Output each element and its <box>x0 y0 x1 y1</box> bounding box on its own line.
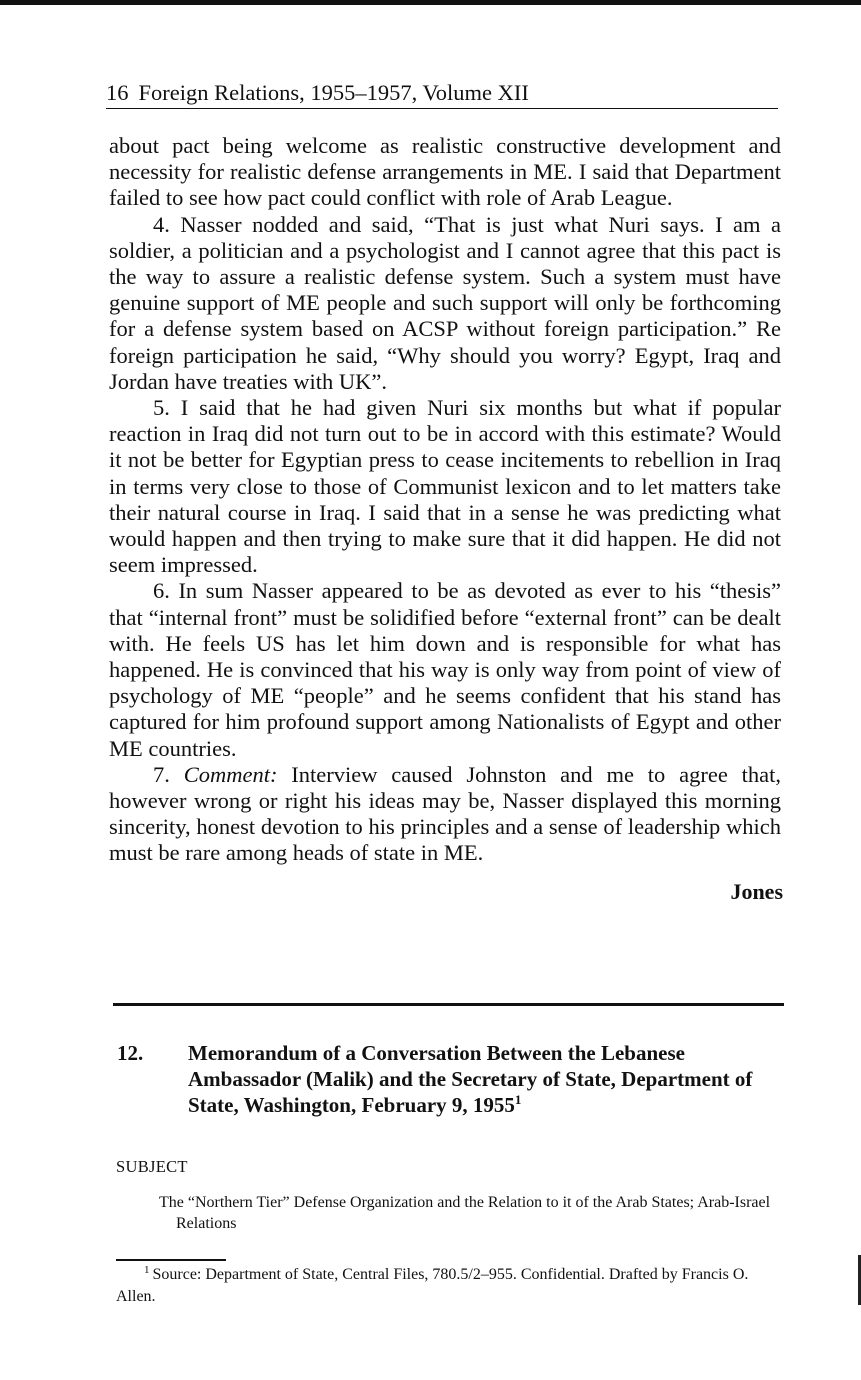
footnote-marker: 1 <box>144 1264 150 1276</box>
subject-label: SUBJECT <box>116 1157 188 1176</box>
body-text <box>109 133 781 867</box>
footnote-body <box>116 1264 788 1308</box>
paragraph-7 <box>109 762 781 867</box>
volume-title: Foreign Relations, 1955–1957, Volume XII <box>138 80 529 105</box>
comment-label: Comment: <box>183 761 278 787</box>
paragraph-4: 4. Nasser nodded and said, “That is just what Nuri says. I am a soldier, a politician and a psychologist and I cannot agree that this pact is the way to assure a realistic defense system. Such a system must have genuine support of ME people and such support will only be forthcoming for a defense system based on ACSP without foreign participation.” Re foreign participation he said, “Why should you worry? Egypt, Iraq and Jordan have treaties with UK”. <box>109 211 781 394</box>
section-divider <box>113 1003 784 1006</box>
footnote <box>116 1264 788 1308</box>
document-number: 12. <box>117 1041 144 1065</box>
top-edge-rule <box>0 0 861 5</box>
running-head <box>106 79 778 109</box>
signature: Jones <box>730 879 783 904</box>
paragraph-7-text: Interview caused Johnston and me to agree that, however wrong or right his ideas may be, Nasser displayed this morning sincerity, honest devotion to his principles and a sense of leadership which must be rare among heads of state in ME. <box>109 761 782 866</box>
paragraph-7-number: 7. <box>153 761 170 787</box>
paragraph-6: 6. In sum Nasser appeared to be as devoted as ever to his “thesis” that “internal front” must be solidified before “external front” can be dealt with. He feels US has let him down and is responsible for what has happened. He is convinced that his way is only way from point of view of psychology of ME “people” and he seems confident that his stand has captured for him profound support among Nationalists of Egypt and other ME countries. <box>109 578 781 761</box>
document-title-text: Memorandum of a Conversation Between the Lebanese Ambassador (Malik) and the Secretary of State, Department of State, Washington, February 9, 1955 <box>188 1041 753 1117</box>
document-title <box>188 1040 788 1118</box>
subject-text: The “Northern Tier” Defense Organization and the Relation to it of the Arab States; Arab-Israel Relations <box>159 1194 771 1232</box>
footnote-reference[interactable]: 1 <box>514 1092 522 1107</box>
paragraph-continued: about pact being welcome as realistic constructive development and necessity for realistic defense arrangements in ME. I said that Department failed to see how pact could conflict with role of Arab League. <box>109 133 781 211</box>
footnote-text: Source: Department of State, Central Files, 780.5/2–955. Confidential. Drafted by Francis O. Allen. <box>116 1266 749 1305</box>
paragraph-5: 5. I said that he had given Nuri six months but what if popular reaction in Iraq did not turn out to be in accord with this estimate? Would it not be better for Egyptian press to cease incitements to rebellion in Iraq in terms very close to those of Communist lexicon and to let matters take their natural course in Iraq. I said that in a sense he was predicting what would happen and then trying to make sure that it did happen. He did not seem impressed. <box>109 395 781 578</box>
footnote-rule <box>116 1259 226 1261</box>
page-number: 16 <box>106 80 129 105</box>
